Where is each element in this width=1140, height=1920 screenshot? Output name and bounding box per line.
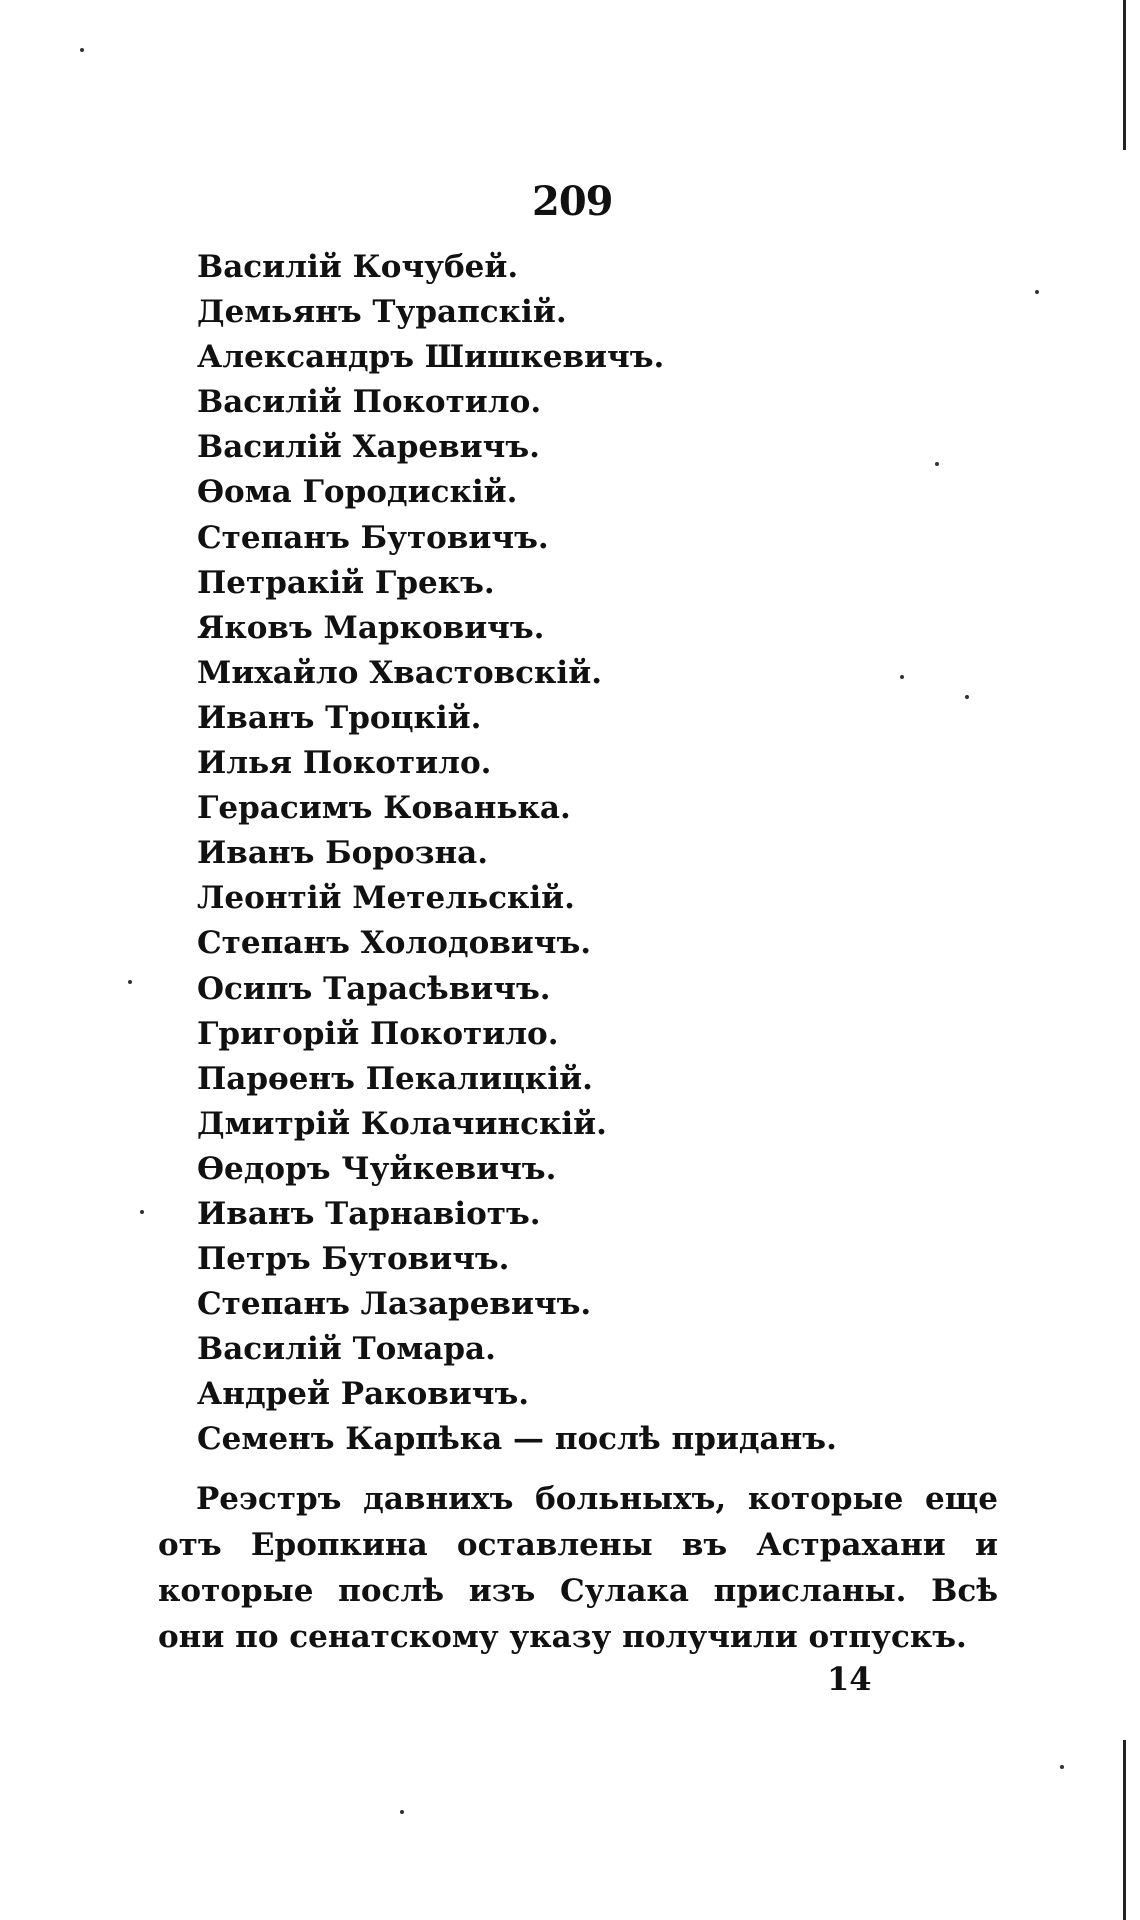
list-item: Степанъ Лазаревичъ. (197, 1286, 592, 1323)
list-item: Василій Покотило. (197, 384, 542, 421)
body-paragraph: Реэстръ давнихъ больныхъ, которые еще отъ Еропкина оставлены въ Астрахани и которые послѣ изъ Сулака присланы. Всѣ они по сенатскому указу получили отпускъ. (158, 1481, 998, 1655)
list-item: Осипъ Тарасѣвичъ. (197, 970, 551, 1007)
list-item: Парөенъ Пекалицкій. (197, 1060, 593, 1097)
list-item: Степанъ Бутовичъ. (197, 519, 549, 556)
list-item: Михайло Хвастовскій. (197, 654, 602, 691)
scan-speck (935, 462, 939, 466)
page-number: 209 (532, 178, 613, 225)
list-item: Яковъ Марковичъ. (197, 609, 545, 646)
list-item: Андрей Раковичъ. (197, 1376, 530, 1413)
list-item: Өедоръ Чуйкевичъ. (197, 1150, 557, 1187)
list-item: Василій Харевичъ. (197, 429, 540, 466)
list-item: Иванъ Тарнавіотъ. (197, 1195, 541, 1232)
list-item: Дмитрій Колачинскій. (197, 1105, 607, 1142)
scan-edge-line (1123, 0, 1126, 150)
list-item: Степанъ Холодовичъ. (197, 925, 592, 962)
list-item: Өома Городискій. (197, 474, 518, 511)
list-item: Герасимъ Кованька. (197, 790, 571, 827)
scan-edge-line (1123, 1740, 1126, 1920)
scan-speck (80, 48, 84, 52)
list-item: Демьянъ Турапскій. (197, 294, 567, 331)
signature-mark: 14 (827, 1660, 872, 1698)
list-item: Леонтій Метельскій. (197, 880, 575, 917)
scan-speck (400, 1810, 404, 1814)
scan-speck (1060, 1765, 1064, 1769)
list-item: Александръ Шишкевичъ. (197, 339, 665, 376)
scan-speck (1035, 290, 1039, 294)
list-item: Василій Кочубей. (197, 249, 519, 285)
list-item: Петракій Грекъ. (197, 564, 495, 601)
list-item: Иванъ Троцкій. (197, 699, 482, 736)
scan-speck (128, 980, 132, 984)
list-item: Василій Томара. (197, 1331, 496, 1368)
scan-speck (900, 675, 904, 679)
scan-speck (965, 695, 969, 699)
name-list (197, 245, 837, 1463)
list-item: Петръ Бутовичъ. (197, 1241, 510, 1278)
list-item: Григорій Покотило. (197, 1015, 559, 1052)
list-item: Иванъ Борозна. (197, 835, 489, 872)
list-item: Семенъ Карпѣка — послѣ приданъ. (197, 1421, 837, 1458)
scan-speck (140, 1210, 144, 1214)
list-item: Илья Покотило. (197, 745, 492, 782)
